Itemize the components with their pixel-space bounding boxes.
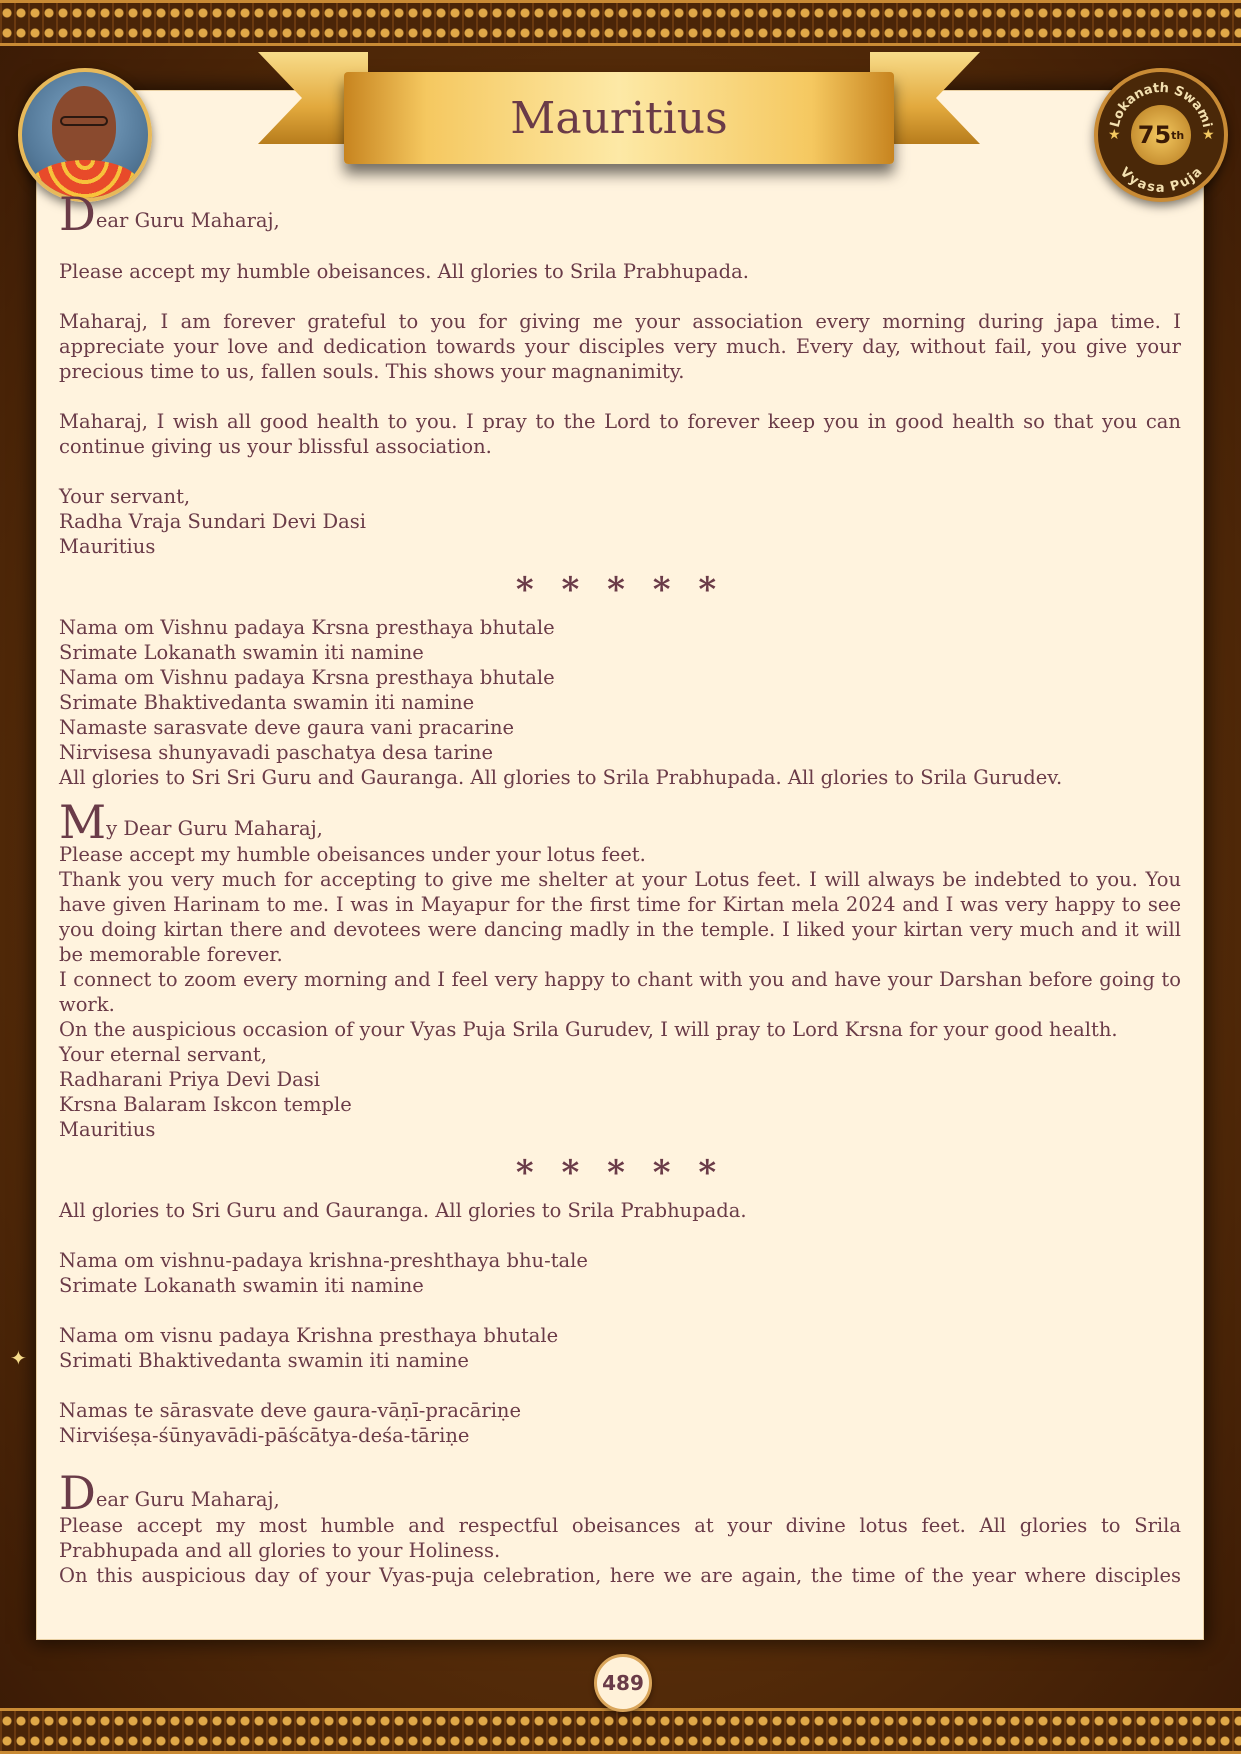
prayer-line: Srimati Bhaktivedanta swamin iti namine bbox=[59, 1349, 469, 1372]
paragraph: Maharaj, I wish all good health to you. I pray to the Lord to forever keep you in good health so that you can continue giving us your blissful association. bbox=[59, 410, 1181, 458]
salutation bbox=[59, 795, 1181, 849]
prayer-line: Srimate Bhaktivedanta swamin iti namine bbox=[59, 691, 475, 714]
signature-line: Mauritius bbox=[59, 535, 156, 558]
section-separator: * * * * * bbox=[515, 1153, 725, 1193]
signature-line: Krsna Balaram Iskcon temple bbox=[59, 1093, 352, 1116]
paragraph: On the auspicious occasion of your Vyas Puja Srila Gurudev, I will pray to Lord Krsna for your good health. bbox=[59, 1018, 1118, 1041]
prayer-line: Nama om visnu padaya Krishna presthaya bhutale bbox=[59, 1324, 559, 1347]
portrait-glasses bbox=[60, 116, 108, 126]
badge-center bbox=[1131, 105, 1191, 165]
paragraph: Please accept my humble obeisances under your lotus feet. bbox=[59, 843, 646, 866]
top-ornamental-border bbox=[0, 0, 1241, 46]
section-separator: * * * * * bbox=[515, 570, 725, 610]
signature-line: Your eternal servant, bbox=[59, 1043, 267, 1066]
prayer-line: Nama om Vishnu padaya Krsna presthaya bhutale bbox=[59, 666, 555, 689]
badge-star-right-icon: ★ bbox=[1202, 127, 1215, 143]
paragraph: On this auspicious day of your Vyas-puja celebration, here we are again, the time of the year where disciples bbox=[59, 1564, 1181, 1587]
prayer-line: Namas te sārasvate deve gaura-vāṇī-pracāriṇe bbox=[59, 1399, 522, 1422]
portrait-face bbox=[52, 86, 116, 166]
guru-portrait bbox=[18, 68, 152, 202]
signature-line: Mauritius bbox=[59, 1118, 156, 1141]
sparkle-icon: ✦ bbox=[10, 1346, 27, 1370]
letters-body bbox=[59, 187, 1181, 1588]
drop-cap: D bbox=[59, 187, 96, 241]
salutation bbox=[59, 1466, 1181, 1520]
drop-cap: M bbox=[59, 795, 107, 849]
vyasa-puja-75-badge bbox=[1094, 68, 1228, 202]
bottom-ornamental-border bbox=[0, 1708, 1241, 1754]
prayer-line: Srimate Lokanath swamin iti namine bbox=[59, 1274, 424, 1297]
paragraph: I connect to zoom every morning and I feel very happy to chant with you and have your Darshan before going to work. bbox=[59, 968, 1181, 1016]
prayer-line: Srimate Lokanath swamin iti namine bbox=[59, 641, 424, 664]
salutation-text: y Dear Guru Maharaj, bbox=[106, 817, 323, 840]
page-title: Mauritius bbox=[510, 92, 728, 144]
paragraph: Please accept my most humble and respectful obeisances at your divine lotus feet. All glories to Srila Prabhupada and all glories to your Holiness. bbox=[59, 1514, 1181, 1562]
paragraph: Thank you very much for accepting to give me shelter at your Lotus feet. I will always be indebted to you. You have given Harinam to me. I was in Mayapur for the first time for Kirtan mela 2024 and I was very happy to see you doing kirtan there and devotees were dancing madly in the temple. I liked your kirtan very much and it will be memorable forever. bbox=[59, 868, 1181, 966]
prayer-line: Nama om Vishnu padaya Krsna presthaya bhutale bbox=[59, 616, 555, 639]
drop-cap: D bbox=[59, 1466, 96, 1520]
prayer-line: Namaste sarasvate deve gaura vani pracarine bbox=[59, 716, 515, 739]
badge-bottom-text: Vyasa Puja bbox=[1116, 164, 1206, 196]
signature-line: Radha Vraja Sundari Devi Dasi bbox=[59, 510, 366, 533]
opening-line: All glories to Sri Guru and Gauranga. All glories to Srila Prabhupada. bbox=[59, 1199, 747, 1222]
svg-text:Vyasa Puja bbox=[1117, 165, 1206, 196]
signature-line: Radharani Priya Devi Dasi bbox=[59, 1068, 321, 1091]
page-number: 489 bbox=[594, 1654, 652, 1712]
badge-number-suffix: th bbox=[1171, 128, 1185, 142]
title-ribbon bbox=[344, 72, 894, 164]
badge-number: 75 bbox=[1137, 121, 1172, 149]
signature-line: Your servant, bbox=[59, 485, 191, 508]
salutation-text: ear Guru Maharaj, bbox=[95, 1488, 280, 1511]
prayer-line: Nirviśeṣa-śūnyavādi-pāścātya-deśa-tāriṇe bbox=[59, 1424, 470, 1447]
paragraph: Maharaj, I am forever grateful to you for giving me your association every morning during japa time. I appreciate your love and dedication towards your disciples very much. Every day, without fail, you give your precious time to us, fallen souls. This shows your magnanimity. bbox=[59, 310, 1181, 383]
badge-star-left-icon: ★ bbox=[1108, 127, 1121, 143]
salutation-text: ear Guru Maharaj, bbox=[95, 209, 280, 232]
prayer-line: Nirvisesa shunyavadi paschatya desa tarine bbox=[59, 741, 494, 764]
paragraph: Please accept my humble obeisances. All glories to Srila Prabhupada. bbox=[59, 260, 749, 283]
salutation bbox=[59, 187, 1181, 241]
badge-top-text: Lokanath Swami bbox=[1107, 80, 1215, 130]
prayer-line: Nama om vishnu-padaya krishna-preshthaya bhu-tale bbox=[59, 1249, 588, 1272]
prayer-line: All glories to Sri Sri Guru and Gauranga. All glories to Srila Prabhupada. All glories to Srila Gurudev. bbox=[59, 766, 1063, 789]
